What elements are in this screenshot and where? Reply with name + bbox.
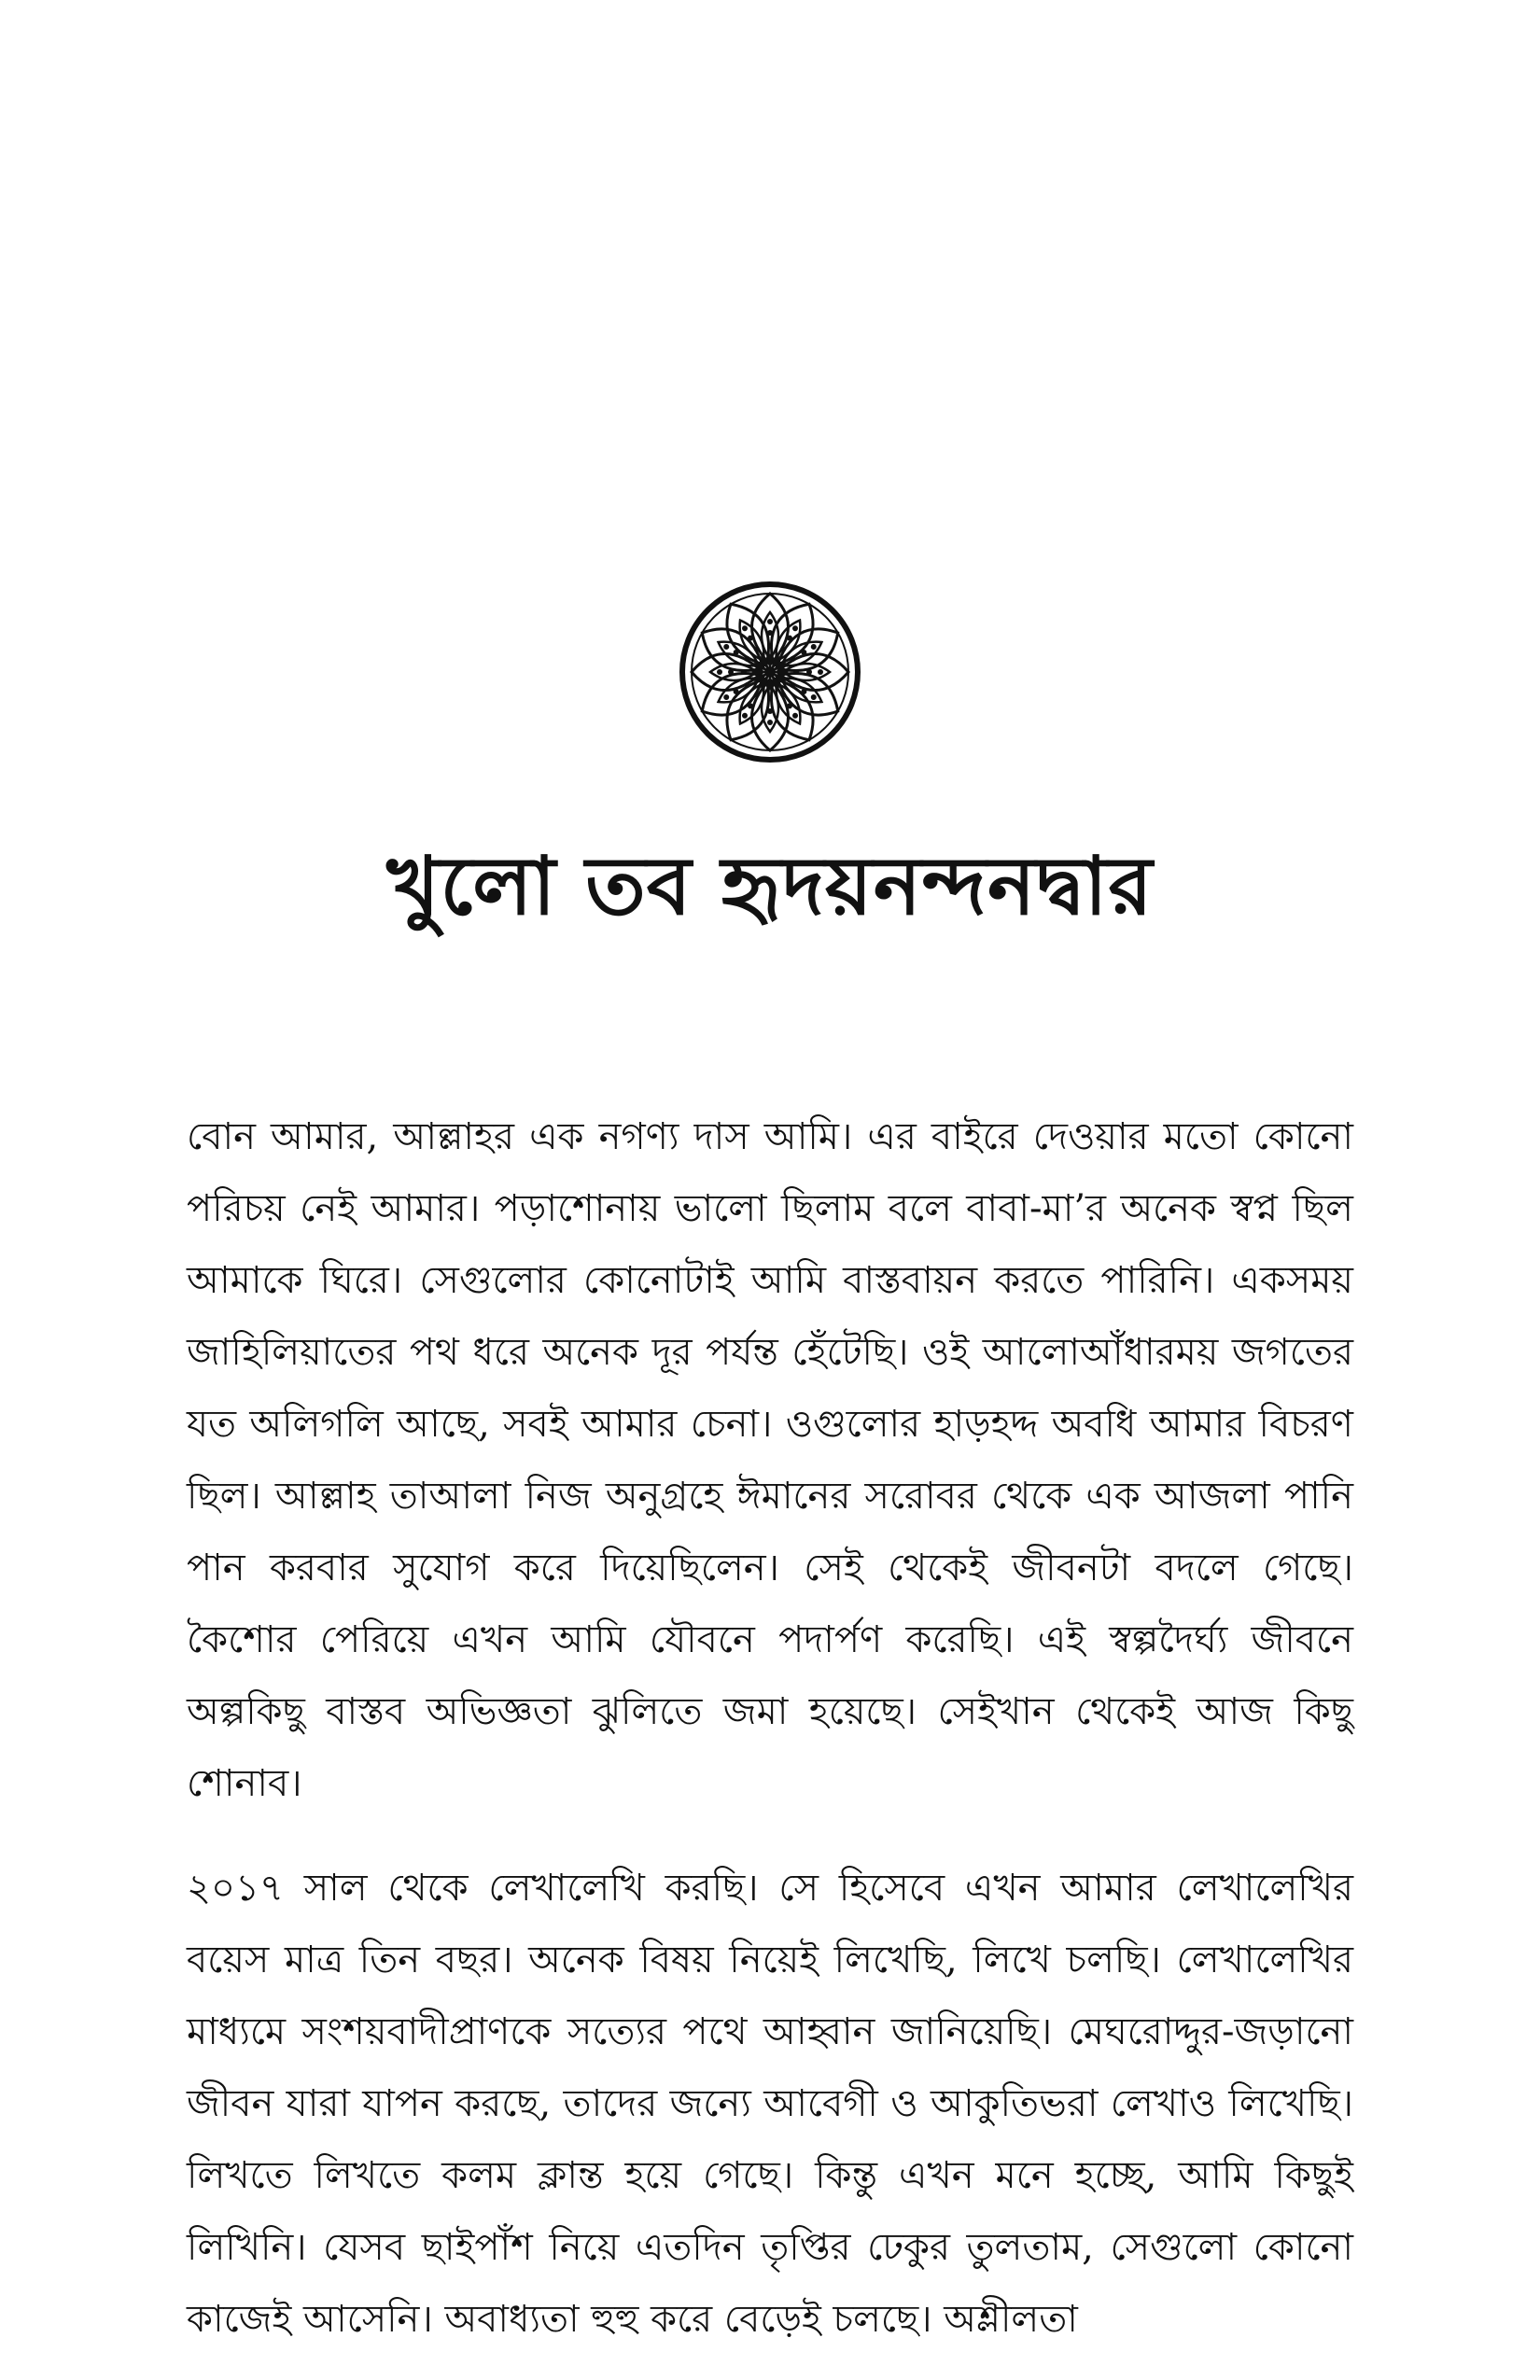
chapter-body (187, 1101, 1353, 2356)
chapter-title: খুলো তব হৃদয়নন্দনদ্বার (386, 840, 1154, 933)
body-paragraph-2: ২০১৭ সাল থেকে লেখালেখি করছি। সে হিসেবে এখন আমার লেখালেখির বয়েস মাত্র তিন বছর। অনেক বিষয় নিয়েই লিখেছি, লিখে চলছি। লেখালেখির মাধ্যমে সংশয়বাদীপ্রাণকে সত্যের পথে আহ্বান জানিয়েছি। মেঘরোদ্দুর-জড়ানো জীবন যারা যাপন করছে, তাদের জন্যে আবেগী ও আকুতিভরা লেখাও লিখেছি। লিখতে লিখতে কলম ক্লান্ত হয়ে গেছে। কিন্তু এখন মনে হচ্ছে, আমি কিছুই লিখিনি। যেসব ছাইপাঁশ নিয়ে এতদিন তৃপ্তির ঢেকুর তুলতাম, সেগুলো কোনো কাজেই আসেনি। অবাধ্যতা হুহু করে বেড়েই চলছে। অশ্লীলতা (187, 1867, 1353, 2341)
body-paragraph-1: বোন আমার, আল্লাহর এক নগণ্য দাস আমি। এর বাইরে দেওয়ার মতো কোনো পরিচয় নেই আমার। পড়াশোনায় ভালো ছিলাম বলে বাবা-মা’র অনেক স্বপ্ন ছিল আমাকে ঘিরে। সেগুলোর কোনোটাই আমি বাস্তবায়ন করতে পারিনি। একসময় জাহিলিয়াতের পথ ধরে অনেক দূর পর্যন্ত হেঁটেছি। ওই আলোআঁধারময় জগতের যত অলিগলি আছে, সবই আমার চেনা। ওগুলোর হাড়হদ্দ অবধি আমার বিচরণ ছিল। আল্লাহ তাআলা নিজ অনুগ্রহে ঈমানের সরোবর থেকে এক আজলা পানি পান করবার সুযোগ করে দিয়েছিলেন। সেই থেকেই জীবনটা বদলে গেছে। কৈশোর পেরিয়ে এখন আমি যৌবনে পদার্পণ করেছি। এই স্বল্পদৈর্ঘ্য জীবনে অল্পকিছু বাস্তব অভিজ্ঞতা ঝুলিতে জমা হয়েছে। সেইখান থেকেই আজ কিছু শোনাব। (187, 1115, 1353, 1805)
mandala-flower-icon (677, 579, 863, 765)
